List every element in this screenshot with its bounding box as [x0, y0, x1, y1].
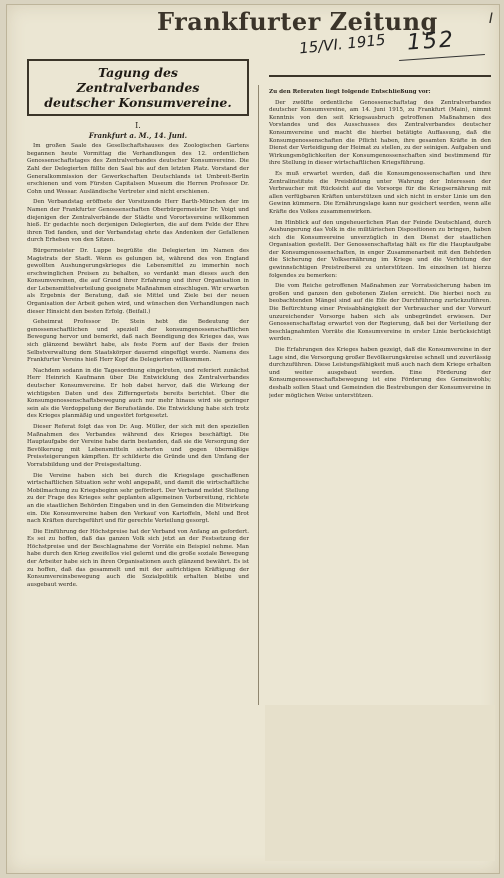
article-paragraph: Bürgermeister Dr. Luppe begrüßte die Delegierten im Namen des Magistrats der Stadt. Wenn es gelungen ist, während des von England gewollten Aushungerungskrieges die Lebensmittel zu immerhin noch erschwinglichen Preisen zu behalten, so verdankt man dieses auch den Konsumvereinen, die auf Grund ihrer Erfahrung und ihrer Organisation in der Lebensmittelverteilung geeignete Maßnahmen einschlugen. Wir erwarten als Ergebnis der Beratung, daß sie Mittel und Ziele bei der neuen Organisation der Arbeit gehen wird, und wünschen den Verhandlungen nach dieser Hinsicht den besten Erfolg. (Beifall.) — [27, 247, 249, 315]
section-marker: I. — [135, 121, 141, 130]
headline-line-2: deutscher Konsumvereine. — [44, 95, 232, 110]
article-paragraph: Geheimrat Professor Dr. Stein hebt die Bedeutung der genossenschaftlichen und speziell der konsumgenossenschaftlichen Bewegung hervor und bemerkt, daß nach Beendigung des Krieges das, was sich glänzend bewährt habe, als feste Form auf der Basis der freien Selbstverwaltung dem Staatskörper dauernd eingefügt werde. Namens des Frankfurter Vereins hieß Herr Kopf die Delegierten willkommen. — [27, 319, 249, 364]
newspaper-clipping — [6, 4, 500, 874]
article-paragraph: Die Einführung der Höchstpreise hat der Verband von Anfang an gefordert. Es sei zu hoffen, daß das ganzen Volk sich jetzt an der Festsetzung der Höchstpreise und der Beschlagnahme der Vorräte ein Beispiel nehme. Man habe durch den Krieg zweifellos viel gelernt und die große soziale Bewegung der Arbeiter habe sich in ihren Organisationen auch glänzend bewährt. Es ist zu hoffen, daß das gesammelt und mit der aufrichtigen Kräftigung der Konsumvereinsbewegung auch die Sozialpolitik erhalten bleibe und ausgebaut werde. — [27, 528, 249, 588]
resolution-heading: Zu den Referaten liegt folgende Entschließung vor: — [269, 89, 431, 95]
article-paragraph: Nachdem sodann in die Tagesordnung eingetreten, und referiert zunächst Herr Heinrich Kaufmann über Die Entwicklung des Zentralverbandes deutscher Konsumvereine. Er hob dabei hervor, daß die Wirkung der wichtigsten Daten und des Zifferngerüsts bereits berichtet. Über die Konsumgenossenschaftsbewegung auch nur mehr hinaus wird sie geringer sein als die Verdoppelung der Berufsstände. Die Entwicklung habe sich trotz des Krieges planmäßig und ungestört fortgesetzt. — [27, 367, 249, 420]
archive-number: 152 — [406, 27, 456, 56]
resolution-paragraph: Es muß erwartet werden, daß die Konsumgenossenschaften und ihre Zentralinstitute die Preisbildung unter Wahrung der Interessen der Verbraucher mit Rücksicht auf die Vorsorge für die Kriegsernährung mit allen verfügbaren Kräften unterstützen und sich nicht in erster Linie um den Gewinn kümmern. Die Ernährungslage kann nur gesichert werden, wenn alle Kräfte des Volkes zusammenwirken. — [269, 170, 491, 215]
article-paragraph: Dieser Referat folgt das von Dr. Aug. Müller, der sich mit den speziellen Maßnahmen des Verbandes während des Krieges beschäftigt. Die Hauptaufgabe der Vereine habe darin bestanden, daß sie die Versorgung der Bevölkerung mit Lebensmitteln sicherten und gegen übermäßige Preissteigerungen kämpften. Er schilderte die Gründe und den Umfang der Vorratsbildung und der Preisgestaltung. — [27, 423, 249, 468]
newspaper-masthead: Frankfurter Zeitung — [157, 7, 438, 36]
article-paragraph: Im großen Saale des Gesellschaftshauses des Zoologischen Gartens begannen heute Vormittag die Verhandlungen des 12. ordentlichen Genossenschaftstages des Zentralverbandes deutscher Konsumvereine. Die Zahl der Delegierten füllte den Saal bis auf den letzten Platz. Vorstand der Generalkommission der Gewerkschaften Deutschlands ist Umbreit-Berlin erschienen und vom Fürsten Capitalsen Museum die Herren Professor Dr. Cohn und Wessar. Ausländische Vertreter sind nicht erschienen. — [27, 143, 249, 195]
resolution-paragraph: Die vom Reiche getroffenen Maßnahmen zur Vorratssicherung haben im großen und ganzen den gebotenen Zielen erreicht. Die hierbei noch zu beobachtenden Mängel sind auf die Eile der Durchführung zurückzuführen. Die Befürchtung einer Preisabhängigkeit der Verbraucher und der Vorwurf unzureichender Vorsorge haben sich als unbegründet erwiesen. Der Genossenschaftstag erwartet von der Regierung, daß bei der Verteilung der beschlagnahmten Vorräte die Konsumvereine in erster Linie berücksichtigt werden. — [269, 283, 491, 343]
headline-box — [27, 59, 249, 116]
resolution-paragraph: Im Hinblick auf den ungeheuerlichen Plan der Feinde Deutschland, durch Aushungerung das Volk in die militärischen Dispositionen zu bringen, haben sich die Konsumvereine unverzüglich in den Dienst der staatlichen Organisation gestellt. Der Genossenschaftstag hält es für die Hauptaufgabe der Konsumgenossenschaften, in enger Zusammenarbeit mit den Behörden die Sicherung der Volksernährung im Kriege und die Verhütung der gewinnsüchtigen Preistreiberei zu unterstützen. Im einzelnen ist hierzu folgendes zu bemerken: — [269, 219, 491, 279]
article-column-left — [27, 57, 249, 861]
resolution-paragraph: Die Erfahrungen des Krieges haben gezeigt, daß die Konsumvereine in der Lage sind, die Versorgung großer Bevölkerungskreise schnell und zuverlässig durchzuführen. Diese Leistungsfähigkeit muß auch nach dem Kriege erhalten und weiter ausgebaut werden. Eine Förderung der Konsumgenossenschaftsbewegung ist eine Förderung des Gemeinwohls; deshalb sollen Staat und Gemeinden die Bestrebungen der Konsumvereine in jeder möglichen Weise unterstützen. — [269, 347, 491, 399]
resolution-top-rule — [269, 75, 491, 77]
handwritten-date: 15/VI. 1915 — [298, 30, 387, 58]
article-paragraph: Die Vereine haben sich bei durch die Kriegslage geschaffenen wirtschaftlichen Situation sehr wohl angepaßt, und damit die wirtschaftliche Mobilmachung zu Kriegsbeginn sehr gefördert. Der Verband meldet Stellung zu der Frage des Krieges sehr geplanten allgemeinen Vorbereitung, richtete an die staatlichen Behörden Eingaben und in den Gemeinden die Mitwirkung ein. Die Konsumvereine haben den Verkauf von Kartoffeln, Mehl und Brot nach Kräften durchgeführt und für gerechte Verteilung gesorgt. — [27, 472, 249, 525]
corner-mark: I — [488, 11, 493, 27]
resolution-paragraph: Der zwölfte ordentliche Genossenschaftstag des Zentralverbandes deutscher Konsumvereine, am 14. Juni 1915, zu Frankfurt (Main), nimmt Kenntnis von den seit Kriegsausbruch getroffenen Maßnahmen des Vorstandes und des Ausschusses des Zentralverbandes deutscher Konsumvereine und macht die hierbei betätigte Auffassung, daß die Konsumgenossenschaften die Pflicht haben, ihre gesamten Kräfte in den Dienst der Verteidigung der Heimat zu stellen, zu der seinigen. Aufgaben und Wirkungsmöglichkeiten der Konsumgenossenschaften sind bestimmend für ihre Stellung in dieser wirtschaftlichen Kriegsführung. — [269, 99, 491, 167]
column-divider — [258, 85, 259, 705]
dateline: Frankfurt a. M., 14. Juni. — [88, 130, 188, 140]
headline-line-1: Tagung des Zentralverbandes — [76, 65, 200, 95]
article-paragraph: Den Verbandstag eröffnete der Vorsitzende Herr Barth-München der im Namen der Frankfurter Genossenschaften Oberbürgermeister Dr. Voigt und diejenigen der Zentralverbände der Städte und Vorortsvereine willkommen hieß. Er gedachte noch derjenigen Delegierten, die auf dem Felde der Ehre ihren Tod fanden, und der Verbandstag ehrte das Andenken der Gefallenen durch Erheben von den Sitzen. — [27, 199, 249, 244]
blank-mounting-area — [265, 705, 495, 861]
resolution-column — [269, 89, 491, 709]
